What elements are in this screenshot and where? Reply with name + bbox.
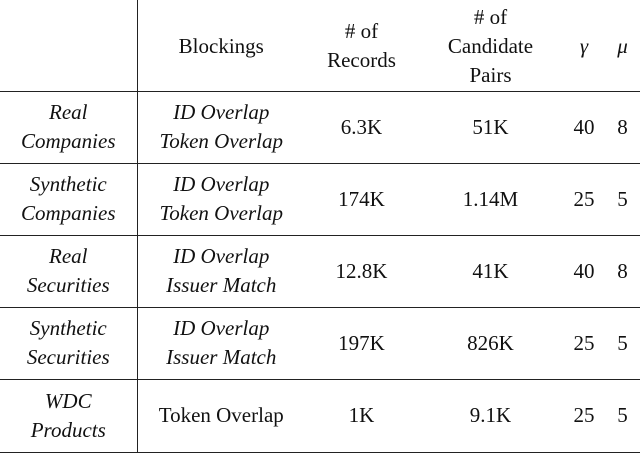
blockings-cell <box>137 307 305 379</box>
candidate-pairs-cell: 51K <box>418 91 563 163</box>
mu-cell: 5 <box>605 379 640 452</box>
blockings-cell <box>137 163 305 235</box>
blocking-method: Token Overlap <box>159 201 283 225</box>
table-row <box>0 235 640 307</box>
dataset-name-line: Real <box>49 100 88 124</box>
dataset-name-cell <box>0 163 137 235</box>
blockings-cell <box>137 235 305 307</box>
table-row <box>0 163 640 235</box>
header-pairs-line: Pairs <box>469 62 512 87</box>
blocking-method: Issuer Match <box>166 273 277 297</box>
blocking-method: ID Overlap <box>173 244 270 268</box>
header-records-line: # of <box>344 19 379 44</box>
dataset-name-line: Products <box>30 417 106 442</box>
header-gamma: γ <box>563 0 605 91</box>
table-row <box>0 91 640 163</box>
header-pairs-line: Candidate <box>447 33 534 58</box>
blocking-method: Token Overlap <box>159 129 283 153</box>
gamma-cell: 25 <box>563 379 605 452</box>
candidate-pairs-cell: 9.1K <box>418 379 563 452</box>
dataset-name-line: Synthetic <box>29 172 107 196</box>
records-cell: 6.3K <box>305 91 418 163</box>
blocking-method: ID Overlap <box>173 172 270 196</box>
header-mu: μ <box>605 0 640 91</box>
records-cell: 1K <box>305 379 418 452</box>
blockings-cell <box>137 379 305 452</box>
mu-cell: 8 <box>605 235 640 307</box>
candidate-pairs-cell: 41K <box>418 235 563 307</box>
blocking-method: Issuer Match <box>166 345 277 369</box>
header-records-line: Records <box>327 48 396 73</box>
records-cell: 12.8K <box>305 235 418 307</box>
blocking-method: Token Overlap <box>158 403 284 427</box>
dataset-name-line: Companies <box>21 201 116 225</box>
header-pairs-line: # of <box>473 4 508 29</box>
blocking-method: ID Overlap <box>173 316 270 340</box>
table-body <box>0 91 640 452</box>
mu-cell: 8 <box>605 91 640 163</box>
blockings-cell <box>137 91 305 163</box>
dataset-name-line: Real <box>49 244 88 268</box>
mu-cell: 5 <box>605 163 640 235</box>
dataset-name-line: Securities <box>26 345 110 369</box>
mu-cell: 5 <box>605 307 640 379</box>
gamma-cell: 25 <box>563 307 605 379</box>
dataset-name-line: Securities <box>26 273 110 297</box>
table-row <box>0 379 640 452</box>
dataset-name-line: Synthetic <box>29 316 107 340</box>
records-cell: 174K <box>305 163 418 235</box>
dataset-name-line: Companies <box>21 129 116 153</box>
candidate-pairs-cell: 1.14M <box>418 163 563 235</box>
dataset-name-cell <box>0 307 137 379</box>
dataset-name-cell <box>0 379 137 452</box>
dataset-name-cell <box>0 91 137 163</box>
records-cell: 197K <box>305 307 418 379</box>
header-row <box>0 0 640 91</box>
gamma-cell: 40 <box>563 235 605 307</box>
table-row <box>0 307 640 379</box>
candidate-pairs-cell: 826K <box>418 307 563 379</box>
dataset-name-line: WDC <box>44 388 92 413</box>
header-candidate-pairs <box>418 0 563 91</box>
gamma-cell: 25 <box>563 163 605 235</box>
header-dataset <box>0 0 137 91</box>
dataset-name-cell <box>0 235 137 307</box>
header-records <box>305 0 418 91</box>
gamma-cell: 40 <box>563 91 605 163</box>
blocking-method: ID Overlap <box>173 100 270 124</box>
header-blockings: Blockings <box>137 0 305 91</box>
